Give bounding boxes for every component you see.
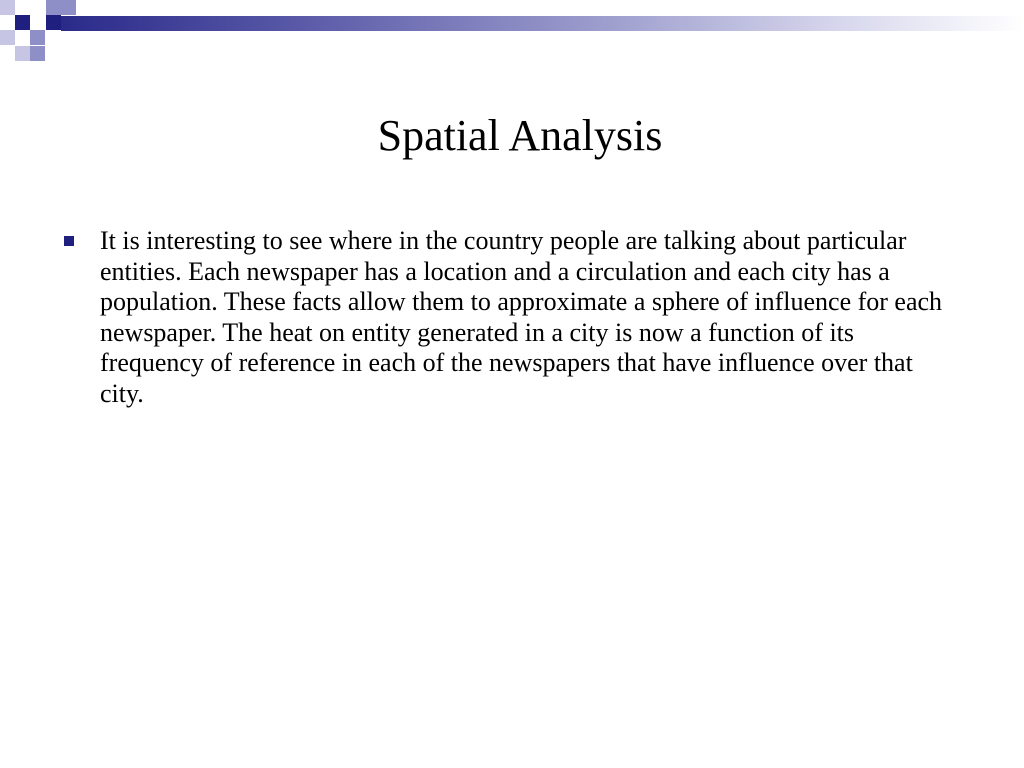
square-bullet-icon (64, 236, 74, 246)
decor-square (15, 46, 30, 61)
bullet-item (60, 226, 960, 409)
decor-square (61, 0, 76, 15)
decor-square (46, 15, 61, 30)
header-gradient-band (61, 16, 1024, 31)
decor-square (15, 15, 30, 30)
slide-title: Spatial Analysis (377, 111, 663, 160)
decor-square (46, 0, 61, 15)
decor-square (30, 30, 45, 45)
bullet-text: It is interesting to see where in the country people are talking about particular entities. Each newspaper has a location and a circulation and each city has a population. These facts allow them to approximate a sphere of influence for each newspaper. The heat on entity generated in a city is now a function of its frequency of reference in each of the newspapers that have influence over that city. (100, 226, 943, 408)
decor-square (0, 30, 15, 45)
bullet-list (60, 226, 960, 409)
decor-square (30, 46, 45, 61)
decor-square (0, 0, 15, 15)
